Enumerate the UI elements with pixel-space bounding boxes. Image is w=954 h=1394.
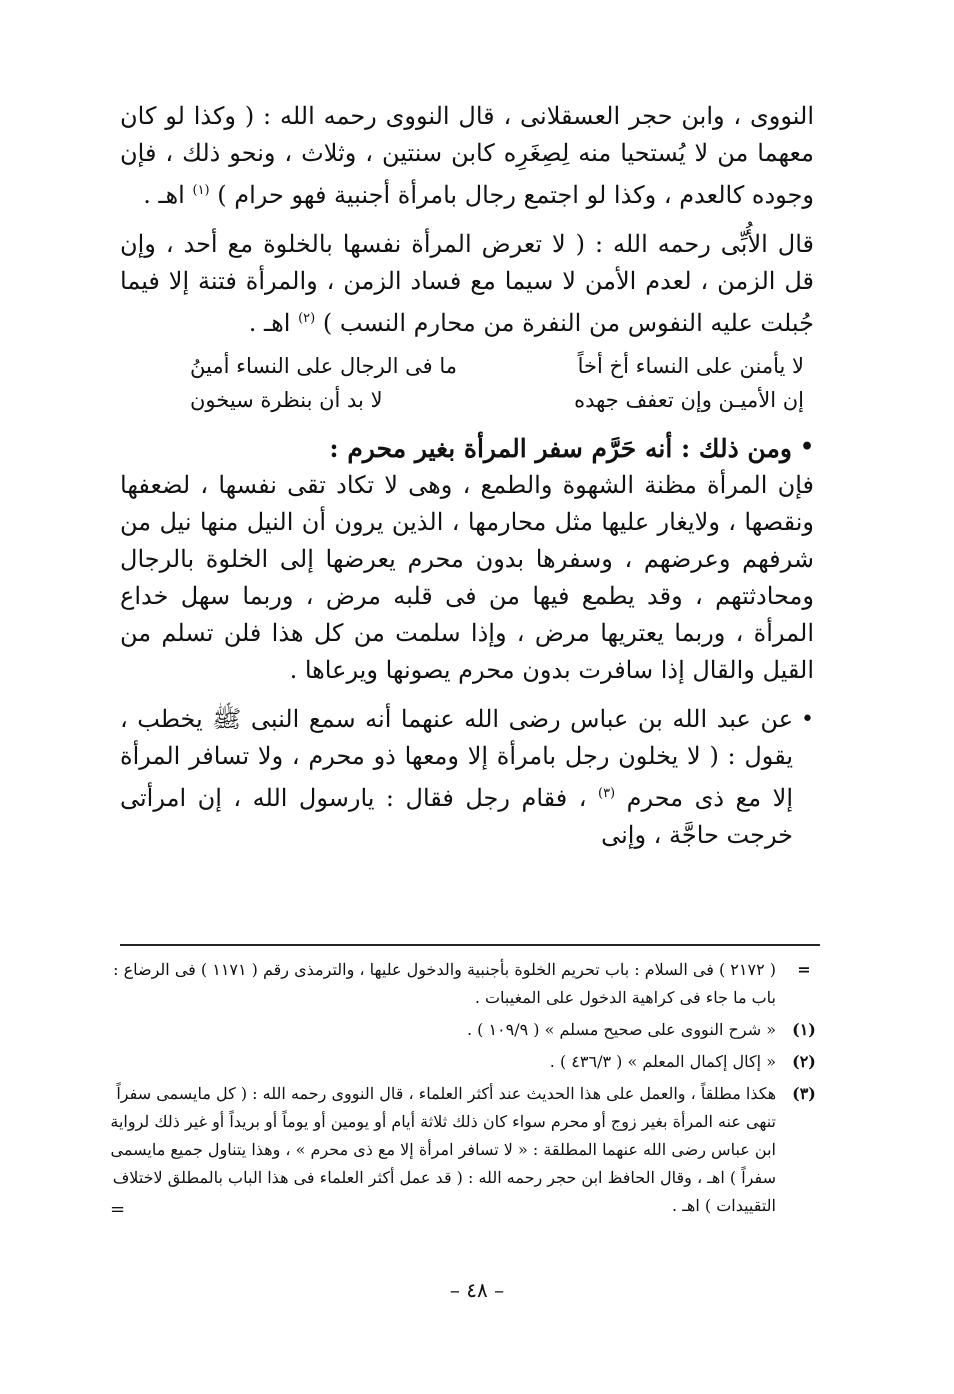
footnote-2 (110, 1048, 822, 1076)
paragraph-ubbi (120, 226, 814, 342)
paragraph-ubbi-end: اهـ . (248, 309, 291, 337)
footnote-1-text: « شرح النووى على صحيح مسلم » ( ١٠٩/٩ ) . (466, 1020, 776, 1039)
footnote-3 (110, 1080, 822, 1220)
poem-line-1 (190, 354, 804, 378)
poem-line-2 (190, 388, 804, 412)
bullet-icon: • (799, 434, 814, 460)
paragraph-nawawi-end: اهـ . (143, 181, 185, 209)
footnote-ref-3: (٣) (597, 786, 616, 801)
footnote-1-marker: (١) (792, 1020, 816, 1039)
paragraph-nawawi (120, 98, 814, 214)
footnote-divider (120, 944, 820, 946)
section-heading-text: ومن ذلك : أنه حَرَّم سفر المرأة بغير محرم : (329, 434, 792, 463)
page-number: – ٤٨ – (449, 1278, 505, 1302)
paragraph-nawawi-text: النووى ، وابن حجر العسقلانى ، قال النووى رحمه الله : ( وكذا لو كان معهما من لا يُستحيا منه لِصِغَرِه كابن سنتين ، وثلاث ، ونحو ذلك ، فإن وجوده كالعدم ، وكذا لو اجتمع رجال بامرأة أجنبية فهو حرام ) (120, 102, 814, 209)
section-body: فإن المرأة مظنة الشهوة والطمع ، وهى لا تكاد تقى نفسها ، لضعفها ونقصها ، ولايغار عليها مثل محارمها ، الذين يرون أن النيل منها نيل من شرفهم وعرضهم ، وسفرها بدون محرم يعرضها إلى الخلوة بالرجال ومحادثتهم ، وقد يطمع فيها من فى قلبه مرض ، وربما سهل خداع المرأة ، وربما يعتريها مرض ، وإذا سلمت من كل هذا فلن تسلم من القيل والقال إذا سافرت بدون محرم يصونها ويرعاها . (120, 471, 814, 684)
continuation-marker: = (797, 960, 811, 979)
hadith-text: عن عبد الله بن عباس رضى الله عنهما أنه سمع النبى ﷺ يخطب ، يقول : ( لا يخلون رجل بامرأة إلا ومعها ذو محرم ، ولا تسافر المرأة إلا مع ذى محرم (120, 705, 794, 812)
poem (120, 354, 814, 412)
paragraph-ubbi-text: قال الأُبِّى رحمه الله : ( لا تعرض المرأة نفسها بالخلوة مع أحد ، وإن قل الزمن ، لعدم الأمن لا سيما مع فساد الزمن ، والمرأة فتنة إلا فيما جُبلت عليه النفوس من النفرة من محارم النسب ) (120, 230, 814, 337)
poem-line-1-second-half: ما فى الرجال على النساء أمينُ (190, 354, 457, 378)
footnotes (110, 956, 822, 1224)
hadith-paragraph (120, 701, 814, 854)
footnote-2-text: « إكال إكمال المعلم » ( ٤٣٦/٣ ) . (549, 1052, 776, 1071)
poem-line-1-first-half: لا يأمنن على النساء أخ أخاً (577, 354, 804, 378)
poem-line-2-second-half: لا بد أن بنظرة سيخون (190, 388, 383, 412)
footnote-1 (110, 1016, 822, 1044)
footnote-ref-2: (٢) (298, 311, 316, 326)
footnote-3-continues-marker: = (110, 1199, 126, 1220)
bullet-icon: • (801, 707, 814, 732)
footnote-2-marker: (٢) (792, 1052, 816, 1071)
poem-line-2-first-half: إن الأميـن وإن تعفف جهده (574, 388, 804, 412)
footnote-continuation-text: ( ٢١٧٢ ) فى السلام : باب تحريم الخلوة بأجنبية والدخول عليها ، والترمذى رقم ( ١١٧١ ) فى الرضاع : باب ما جاء فى كراهية الدخول على المغيبات . (113, 960, 776, 1007)
hadith-text-end: ، فقام رجل فقال : يارسول الله ، إن امرأتى خرجت حاجَّة ، وإنى (120, 784, 794, 849)
section-heading (120, 434, 814, 463)
main-text (120, 98, 814, 866)
footnote-ref-1: (١) (192, 183, 210, 198)
footnote-3-text: هكذا مطلقاً ، والعمل على هذا الحديث عند أكثر العلماء ، قال النووى رحمه الله : ( كل مايسمى سفراً تنهى عنه المرأة بغير زوج أو محرم سواء كان ذلك ثلاثة أيام أو يومين أو يوماً أو بريداً أو غير ذلك لرواية ابن عباس رضى الله عنهما المطلقة : « لا تسافر امرأة إلا مع ذى محرم » ، وهذا يتناول جميع مايسمى سفراً ) اهـ ، وقال الحافظ ابن حجر رحمه الله : ( قد عمل أكثر العلماء فى هذا الباب بالمطلق لاختلاف التقييدات ) اهـ . (110, 1084, 776, 1215)
footnote-continuation (110, 956, 822, 1012)
hadith-text-wrap (120, 701, 793, 854)
footnote-3-marker: (٣) (792, 1084, 816, 1103)
